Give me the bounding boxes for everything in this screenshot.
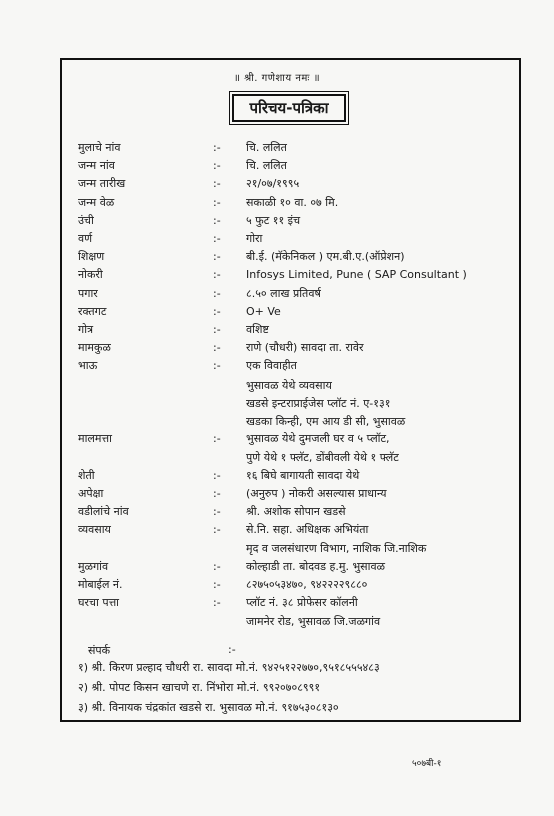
field-value: चि. ललित [246, 159, 287, 173]
field-separator: :- [213, 177, 221, 191]
field-label: जन्म नांव [78, 159, 115, 173]
field-separator: :- [213, 159, 221, 173]
field-label: शिक्षण [78, 250, 105, 264]
field-label: शेती [78, 468, 95, 482]
field-separator: :- [213, 195, 221, 209]
field-separator: :- [213, 341, 221, 355]
field-label: मुळगांव [78, 559, 109, 573]
contact-item-2: २) श्री. पोपट किसन खाचणे रा. निंभोरा मो.नं. ९९२०७०८९९१ [78, 681, 321, 694]
field-label: अपेक्षा [78, 486, 104, 500]
field-value: Infosys Limited, Pune ( SAP Consultant ) [246, 268, 467, 282]
field-separator: :- [213, 323, 221, 336]
field-value: O+ Ve [246, 304, 281, 318]
field-separator: :- [213, 505, 221, 518]
field-label: नोकरी [78, 268, 103, 282]
field-value: ८.५० लाख प्रतिवर्ष [246, 286, 321, 300]
field-label: भाऊ [78, 359, 98, 373]
contact-item-1: १) श्री. किरण प्रल्हाद चौधरी रा. सावदा मो.नं. ९४२५१२२७७०,९५१८५५५४८३ [78, 661, 380, 674]
field-separator: :- [213, 141, 221, 154]
page-title: परिचय-पत्रिका [232, 94, 346, 122]
field-label: रक्तगट [78, 304, 107, 318]
field-label: वडीलांचे नांव [78, 505, 129, 518]
field-separator: :- [213, 559, 221, 573]
field-separator: :- [213, 577, 221, 591]
field-separator: :- [213, 250, 221, 264]
field-label: गोत्र [78, 323, 94, 336]
field-value: ५ फुट ११ इंच [246, 213, 301, 227]
field-value: प्लॉट नं. ३८ प्रोफेसर कॉलनी [246, 596, 358, 609]
contact-label: संपर्क [88, 644, 111, 657]
field-separator: :- [213, 359, 221, 373]
field-value: सकाळी १० वा. ०७ मि. [246, 195, 339, 209]
field-label: व्यवसाय [78, 523, 111, 537]
field-separator: :- [213, 523, 221, 537]
field-separator: :- [213, 468, 221, 482]
field-label: उंची [78, 213, 94, 227]
field-separator: :- [213, 268, 221, 282]
field-value: बी.ई. (मॅकेनिकल ) एम.बी.ए.(ऑप्रेशन) [246, 250, 405, 264]
field-label: मालमत्ता [78, 432, 112, 446]
field-value: २१/०७/१९९५ [246, 177, 300, 191]
field-value: राणे (चौधरी) सावदा ता. रावेर [246, 341, 364, 355]
field-separator: :- [213, 304, 221, 318]
field-value-continuation: जामनेर रोड, भुसावळ जि.जळगांव [246, 615, 381, 629]
field-separator: :- [213, 596, 221, 609]
field-value: गोरा [246, 232, 263, 245]
contact-item-3: ३) श्री. विनायक चंद्रकांत खडसे रा. भुसावळ मो.नं. ९१७५३०८१३० [78, 701, 339, 714]
field-value-continuation: भुसावळ येथे व्यवसाय [246, 378, 332, 392]
field-value-continuation: खडसे इन्टराप्राईजेस प्लॉट नं. ए-१३१ [246, 396, 391, 410]
field-value: एक विवाहीत [246, 359, 297, 373]
field-value: ८२७५०५३४७०, ९४२२२२९८८० [246, 577, 368, 591]
field-label: घरचा पत्ता [78, 596, 120, 609]
field-separator: :- [213, 432, 221, 446]
field-separator: :- [213, 486, 221, 500]
contact-heading [88, 643, 236, 658]
field-value-continuation: पुणे येथे १ फ्लॅट, डोंबीवली येथे १ फ्लॅट [246, 451, 399, 465]
field-separator: :- [213, 213, 221, 227]
field-separator: :- [213, 286, 221, 300]
field-value: भुसावळ येथे दुमजली घर व ५ प्लॉट, [246, 432, 390, 446]
field-value: चि. ललित [246, 141, 287, 154]
field-label: मुलाचे नांव [78, 141, 121, 154]
field-value: श्री. अशोक सोपान खडसे [246, 505, 346, 518]
field-value: कोल्हाडी ता. बोदवड ह.मु. भुसावळ [246, 559, 385, 573]
field-label: मोबाईल नं. [78, 577, 123, 591]
field-value: वशिष्ट [246, 323, 269, 336]
field-value: से.नि. सहा. अधिक्षक अभियंता [246, 523, 369, 537]
field-label: जन्म वेळ [78, 195, 115, 209]
field-separator: :- [228, 643, 236, 656]
invocation-text: ॥ श्री. गणेशाय नमः ॥ [233, 73, 321, 84]
field-separator: :- [213, 232, 221, 245]
field-value: १६ बिघे बागायती सावदा येथे [246, 468, 360, 482]
field-label: वर्ण [78, 232, 93, 245]
field-value: (अनुरुप ) नोकरी असल्यास प्राधान्य [246, 486, 387, 500]
field-label: जन्म तारीख [78, 177, 126, 191]
field-label: पगार [78, 286, 98, 300]
field-label: मामकुळ [78, 341, 111, 355]
field-value-continuation: मृद व जलसंधारण विभाग, नाशिक जि.नाशिक [246, 542, 427, 556]
field-value-continuation: खडका किन्ही, एम आय डी सी, भुसावळ [246, 415, 406, 428]
footer-code: ५०७बी-१ [412, 759, 442, 769]
